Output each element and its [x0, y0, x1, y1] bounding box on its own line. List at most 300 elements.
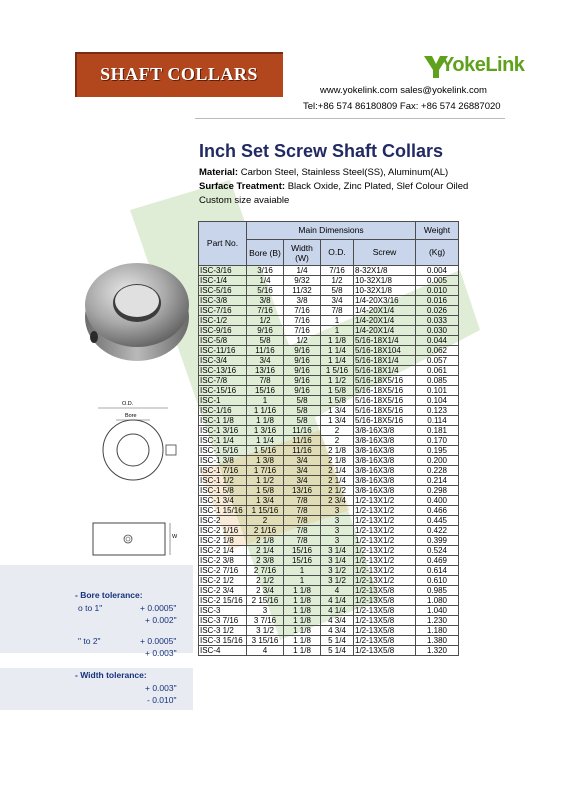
part-no-cell: ISC-1/16	[199, 406, 247, 416]
screw-cell: 10-32X1/8	[354, 276, 416, 286]
width-cell: 9/16	[284, 366, 321, 376]
bore-cell: 1 3/4	[247, 496, 284, 506]
part-no-cell: ISC-2 1/4	[199, 546, 247, 556]
width-cell: 1 1/8	[284, 636, 321, 646]
screw-cell: 1/2-13X1/2	[354, 566, 416, 576]
page-title: Inch Set Screw Shaft Collars	[199, 141, 444, 161]
screw-cell: 5/16-18X1/4	[354, 356, 416, 366]
bore-cell: 13/16	[247, 366, 284, 376]
screw-cell: 1/2-13X5/8	[354, 586, 416, 596]
part-no-cell: ISC-2 7/16	[199, 566, 247, 576]
table-row	[199, 306, 459, 316]
bore-cell: 2 1/4	[247, 546, 284, 556]
bore-cell: 3 1/2	[247, 626, 284, 636]
width-cell: 7/8	[284, 526, 321, 536]
table-row	[199, 316, 459, 326]
od-cell: 1 5/8	[321, 396, 354, 406]
table-row	[199, 416, 459, 426]
width-cell: 7/8	[284, 536, 321, 546]
bore-cell: 3	[247, 606, 284, 616]
screw-cell: 3/8-16X3/8	[354, 486, 416, 496]
od-cell: 7/16	[321, 266, 354, 276]
bore-cell: 1 7/16	[247, 466, 284, 476]
od-cell: 2 1/8	[321, 456, 354, 466]
od-cell: 3 1/2	[321, 576, 354, 586]
part-no-cell: ISC-4	[199, 646, 247, 656]
width-tolerance-title: - Width tolerance:	[75, 670, 147, 680]
weight-cell: 0.181	[416, 426, 459, 436]
part-no-cell: ISC-1 3/4	[199, 496, 247, 506]
part-no-cell: ISC-1 1/2	[199, 476, 247, 486]
od-cell: 2 1/2	[321, 486, 354, 496]
bore-tol-value-1: + 0.0005"	[140, 603, 177, 613]
width-cell: 9/16	[284, 386, 321, 396]
bore-cell: 3/8	[247, 296, 284, 306]
part-no-cell: ISC-13/16	[199, 366, 247, 376]
part-no-cell: ISC-3/4	[199, 356, 247, 366]
bore-cell: 1 1/4	[247, 436, 284, 446]
weight-cell: 0.026	[416, 306, 459, 316]
part-no-cell: ISC-1 1/8	[199, 416, 247, 426]
treatment-label: Surface Treatment:	[199, 181, 286, 192]
treatment-value: Black Oxide, Zinc Plated, Slef Colour Oiled	[285, 181, 469, 192]
bore-tol-value-2: + 0.002"	[145, 615, 177, 625]
part-no-cell: ISC-2 15/16	[199, 596, 247, 606]
part-no-cell: ISC-1 1/4	[199, 436, 247, 446]
screw-cell: 3/8-16X3/8	[354, 476, 416, 486]
screw-cell: 5/16-18X5/16	[354, 416, 416, 426]
bore-cell: 2 1/16	[247, 526, 284, 536]
screw-cell: 5/16-18X5/16	[354, 406, 416, 416]
table-row	[199, 286, 459, 296]
screw-header: Screw	[354, 240, 416, 266]
table-row	[199, 476, 459, 486]
bore-cell: 1 3/16	[247, 426, 284, 436]
bore-tol-value-3: + 0.0005"	[140, 636, 177, 646]
bore-cell: 1/4	[247, 276, 284, 286]
width-cell: 3/4	[284, 466, 321, 476]
od-cell: 3 1/2	[321, 566, 354, 576]
weight-cell: 0.228	[416, 466, 459, 476]
bore-cell: 5/8	[247, 336, 284, 346]
weight-cell: 1.320	[416, 646, 459, 656]
table-row	[199, 596, 459, 606]
width-cell: 5/8	[284, 416, 321, 426]
table-row	[199, 616, 459, 626]
screw-cell: 1/4-20X1/4	[354, 326, 416, 336]
width-cell: 1 1/8	[284, 586, 321, 596]
bore-label: Bore	[125, 413, 137, 419]
part-no-cell: ISC-3 15/16	[199, 636, 247, 646]
screw-cell: 1/2-13X5/8	[354, 596, 416, 606]
part-no-cell: ISC-2	[199, 516, 247, 526]
bore-cell: 3/16	[247, 266, 284, 276]
table-row	[199, 436, 459, 446]
table-row	[199, 486, 459, 496]
screw-cell: 5/16-18X5/16	[354, 376, 416, 386]
part-no-cell: ISC-1	[199, 396, 247, 406]
part-no-cell: ISC-1 3/8	[199, 456, 247, 466]
od-cell: 5/8	[321, 286, 354, 296]
part-no-cell: ISC-2 1/16	[199, 526, 247, 536]
table-row	[199, 406, 459, 416]
table-row	[199, 456, 459, 466]
od-cell: 4 1/4	[321, 596, 354, 606]
width-cell: 5/8	[284, 406, 321, 416]
weight-cell: 0.195	[416, 446, 459, 456]
bore-cell: 2 15/16	[247, 596, 284, 606]
bore-header: Bore (B)	[247, 240, 284, 266]
width-cell: 7/8	[284, 496, 321, 506]
width-cell: 1 1/8	[284, 646, 321, 656]
kg-header: (Kg)	[416, 240, 459, 266]
width-cell: 11/16	[284, 436, 321, 446]
weight-cell: 1.080	[416, 596, 459, 606]
table-row	[199, 336, 459, 346]
screw-cell: 5/16-18X104	[354, 346, 416, 356]
screw-cell: 8-32X1/8	[354, 266, 416, 276]
part-no-cell: ISC-9/16	[199, 326, 247, 336]
width-cell: 9/16	[284, 346, 321, 356]
bore-cell: 7/8	[247, 376, 284, 386]
width-cell: 1	[284, 566, 321, 576]
od-cell: 3	[321, 536, 354, 546]
width-cell: 1 1/8	[284, 626, 321, 636]
screw-cell: 5/16-18X1/4	[354, 366, 416, 376]
weight-cell: 0.610	[416, 576, 459, 586]
material-label: Material:	[199, 167, 239, 178]
bore-cell: 1/2	[247, 316, 284, 326]
screw-cell: 1/2-13X5/8	[354, 646, 416, 656]
contact-web-email: www.yokelink.com sales@yokelink.com	[320, 85, 487, 96]
screw-cell: 3/8-16X3/8	[354, 466, 416, 476]
bore-cell: 1 1/8	[247, 416, 284, 426]
screw-cell: 1/4-20X1/4	[354, 306, 416, 316]
screw-cell: 1/2-13X1/2	[354, 556, 416, 566]
weight-cell: 1.230	[416, 616, 459, 626]
material-value: Carbon Steel, Stainless Steel(SS), Aluminum(AL)	[238, 167, 449, 178]
shaft-collars-banner	[75, 52, 283, 97]
table-row	[199, 516, 459, 526]
bore-cell: 2	[247, 516, 284, 526]
part-no-cell: ISC-2 3/8	[199, 556, 247, 566]
width-cell: 15/16	[284, 556, 321, 566]
weight-cell: 0.614	[416, 566, 459, 576]
part-no-cell: ISC-7/16	[199, 306, 247, 316]
screw-cell: 1/4-20X3/16	[354, 296, 416, 306]
weight-cell: 0.085	[416, 376, 459, 386]
contact-phone-fax: Tel:+86 574 86180809 Fax: +86 574 26887020	[303, 101, 501, 112]
screw-cell: 3/8-16X3/8	[354, 446, 416, 456]
table-row	[199, 526, 459, 536]
width-cell: 9/32	[284, 276, 321, 286]
table-row	[199, 636, 459, 646]
width-cell: 9/16	[284, 376, 321, 386]
table-row	[199, 276, 459, 286]
screw-cell: 1/2-13X1/2	[354, 536, 416, 546]
part-no-cell: ISC-1/2	[199, 316, 247, 326]
table-row	[199, 576, 459, 586]
table-row	[199, 296, 459, 306]
bore-tol-value-4: + 0.003"	[145, 648, 177, 658]
part-no-cell: ISC-1/4	[199, 276, 247, 286]
table-row	[199, 386, 459, 396]
screw-cell: 1/2-13X1/2	[354, 526, 416, 536]
od-cell: 3	[321, 506, 354, 516]
weight-cell: 1.040	[416, 606, 459, 616]
weight-cell: 0.062	[416, 346, 459, 356]
od-cell: 4	[321, 586, 354, 596]
bore-tolerance-title: - Bore tolerance:	[75, 590, 143, 600]
bore-cell: 3/4	[247, 356, 284, 366]
table-row	[199, 506, 459, 516]
spec-table-body	[199, 266, 459, 656]
part-no-cell: ISC-3/8	[199, 296, 247, 306]
od-cell: 1 1/4	[321, 356, 354, 366]
weight-cell: 0.170	[416, 436, 459, 446]
width-cell: 7/8	[284, 516, 321, 526]
table-row	[199, 466, 459, 476]
bore-tol-range-1: o to 1"	[78, 603, 103, 613]
weight-cell: 0.030	[416, 326, 459, 336]
od-cell: 3 1/4	[321, 546, 354, 556]
collar-side-drawing	[88, 520, 183, 560]
width-cell: 7/16	[284, 326, 321, 336]
weight-cell: 0.033	[416, 316, 459, 326]
width-cell: 13/16	[284, 486, 321, 496]
weight-cell: 0.524	[416, 546, 459, 556]
table-row	[199, 346, 459, 356]
weight-cell: 0.061	[416, 366, 459, 376]
screw-cell: 5/16-18X1/4	[354, 336, 416, 346]
weight-cell: 0.422	[416, 526, 459, 536]
od-cell: 2 1/4	[321, 476, 354, 486]
bore-cell: 1 1/2	[247, 476, 284, 486]
od-cell: 1/2	[321, 276, 354, 286]
collar-front-drawing	[88, 398, 188, 483]
width-tol-value-2: - 0.010"	[147, 695, 177, 705]
bore-cell: 11/16	[247, 346, 284, 356]
screw-cell: 1/2-13X1/2	[354, 546, 416, 556]
bore-cell: 1	[247, 396, 284, 406]
table-row	[199, 446, 459, 456]
width-cell: 1/4	[284, 266, 321, 276]
main-dimensions-header: Main Dimensions	[247, 222, 416, 240]
width-cell: 1 1/8	[284, 596, 321, 606]
width-cell: 15/16	[284, 546, 321, 556]
od-cell: 3	[321, 526, 354, 536]
od-label: O.D.	[122, 401, 134, 407]
screw-cell: 1/2-13X5/8	[354, 606, 416, 616]
weight-cell: 0.104	[416, 396, 459, 406]
part-no-cell: ISC-11/16	[199, 346, 247, 356]
treatment-line	[199, 181, 468, 192]
weight-cell: 0.399	[416, 536, 459, 546]
weight-cell: 1.180	[416, 626, 459, 636]
table-row	[199, 626, 459, 636]
part-no-cell: ISC-1 5/16	[199, 446, 247, 456]
bore-cell: 5/16	[247, 286, 284, 296]
bore-cell: 1 5/16	[247, 446, 284, 456]
part-no-cell: ISC-3 1/2	[199, 626, 247, 636]
weight-cell: 0.005	[416, 276, 459, 286]
od-cell: 2 1/4	[321, 466, 354, 476]
screw-cell: 3/8-16X3/8	[354, 426, 416, 436]
part-no-cell: ISC-5/8	[199, 336, 247, 346]
weight-cell: 0.200	[416, 456, 459, 466]
width-cell: 3/4	[284, 456, 321, 466]
table-row	[199, 356, 459, 366]
width-cell: 7/16	[284, 316, 321, 326]
screw-cell: 1/2-13X1/2	[354, 496, 416, 506]
weight-cell: 0.114	[416, 416, 459, 426]
weight-cell: 0.445	[416, 516, 459, 526]
screw-cell: 1/2-13X1/2	[354, 506, 416, 516]
table-row	[199, 606, 459, 616]
part-no-cell: ISC-1 5/8	[199, 486, 247, 496]
weight-cell: 1.380	[416, 636, 459, 646]
od-cell: 2 3/4	[321, 496, 354, 506]
width-header: Width (W)	[284, 240, 321, 266]
part-no-cell: ISC-7/8	[199, 376, 247, 386]
weight-cell: 0.469	[416, 556, 459, 566]
od-cell: 5 1/4	[321, 646, 354, 656]
od-cell: 4 3/4	[321, 626, 354, 636]
screw-cell: 1/2-13X5/8	[354, 616, 416, 626]
custom-size-note: Custom size avaiable	[199, 195, 290, 206]
part-no-cell: ISC-3	[199, 606, 247, 616]
width-cell: 1	[284, 576, 321, 586]
bore-cell: 9/16	[247, 326, 284, 336]
bore-cell: 15/16	[247, 386, 284, 396]
part-no-header: Part No.	[199, 222, 247, 266]
table-row	[199, 266, 459, 276]
od-cell: 1	[321, 316, 354, 326]
screw-cell: 3/8-16X3/8	[354, 436, 416, 446]
od-cell: 1 1/2	[321, 376, 354, 386]
screw-cell: 10-32X1/8	[354, 286, 416, 296]
od-cell: 3/4	[321, 296, 354, 306]
bore-cell: 3 7/16	[247, 616, 284, 626]
part-no-cell: ISC-3/16	[199, 266, 247, 276]
weight-cell: 0.101	[416, 386, 459, 396]
w-label: W	[172, 534, 178, 540]
weight-header: Weight	[416, 222, 459, 240]
bore-cell: 2 1/8	[247, 536, 284, 546]
logo-text: YokeLink	[441, 54, 525, 76]
weight-cell: 0.466	[416, 506, 459, 516]
width-cell: 1 1/8	[284, 606, 321, 616]
width-tol-value-1: + 0.003"	[145, 683, 177, 693]
od-header: O.D.	[321, 240, 354, 266]
material-line	[199, 167, 448, 178]
screw-cell: 1/4-20X1/4	[354, 316, 416, 326]
od-cell: 3	[321, 516, 354, 526]
od-cell: 3 1/4	[321, 556, 354, 566]
table-row	[199, 566, 459, 576]
weight-cell: 0.298	[416, 486, 459, 496]
part-no-cell: ISC-2 3/4	[199, 586, 247, 596]
banner-title: SHAFT COLLARS	[100, 64, 258, 84]
part-no-cell: ISC-15/16	[199, 386, 247, 396]
od-cell: 4 3/4	[321, 616, 354, 626]
weight-cell: 0.016	[416, 296, 459, 306]
part-no-cell: ISC-2 1/8	[199, 536, 247, 546]
bore-cell: 1 5/8	[247, 486, 284, 496]
width-cell: 7/16	[284, 306, 321, 316]
table-row	[199, 376, 459, 386]
weight-cell: 0.400	[416, 496, 459, 506]
bore-cell: 1 1/16	[247, 406, 284, 416]
part-no-cell: ISC-1 7/16	[199, 466, 247, 476]
screw-cell: 1/2-13X5/8	[354, 636, 416, 646]
od-cell: 1 5/8	[321, 386, 354, 396]
header-divider	[195, 118, 505, 119]
table-row	[199, 366, 459, 376]
bore-cell: 2 1/2	[247, 576, 284, 586]
bore-cell: 3 15/16	[247, 636, 284, 646]
bore-cell: 7/16	[247, 306, 284, 316]
screw-cell: 5/16-18X5/16	[354, 386, 416, 396]
weight-cell: 0.985	[416, 586, 459, 596]
od-cell: 1	[321, 326, 354, 336]
od-cell: 1 3/4	[321, 416, 354, 426]
od-cell: 2	[321, 436, 354, 446]
part-no-cell: ISC-1 3/16	[199, 426, 247, 436]
table-row	[199, 496, 459, 506]
bore-cell: 2 7/16	[247, 566, 284, 576]
bore-cell: 1 15/16	[247, 506, 284, 516]
bore-cell: 4	[247, 646, 284, 656]
od-cell: 4 1/4	[321, 606, 354, 616]
width-cell: 3/4	[284, 476, 321, 486]
bore-cell: 2 3/4	[247, 586, 284, 596]
table-row	[199, 646, 459, 656]
weight-cell: 0.044	[416, 336, 459, 346]
table-row	[199, 426, 459, 436]
width-cell: 5/8	[284, 396, 321, 406]
table-row	[199, 396, 459, 406]
table-row	[199, 536, 459, 546]
width-cell: 11/16	[284, 446, 321, 456]
od-cell: 7/8	[321, 306, 354, 316]
part-no-cell: ISC-2 1/2	[199, 576, 247, 586]
part-no-cell: ISC-5/16	[199, 286, 247, 296]
od-cell: 1 1/8	[321, 336, 354, 346]
od-cell: 2	[321, 426, 354, 436]
width-cell: 1 1/8	[284, 616, 321, 626]
width-cell: 9/16	[284, 356, 321, 366]
table-row	[199, 586, 459, 596]
weight-cell: 0.214	[416, 476, 459, 486]
od-cell: 1 5/16	[321, 366, 354, 376]
width-cell: 3/8	[284, 296, 321, 306]
part-no-cell: ISC-3 7/16	[199, 616, 247, 626]
width-cell: 11/16	[284, 426, 321, 436]
table-row	[199, 546, 459, 556]
weight-cell: 0.123	[416, 406, 459, 416]
weight-cell: 0.010	[416, 286, 459, 296]
shaft-collar-spec-table	[198, 221, 459, 656]
part-no-cell: ISC-1 15/16	[199, 506, 247, 516]
screw-cell: 1/2-13X1/2	[354, 576, 416, 586]
bore-cell: 2 3/8	[247, 556, 284, 566]
od-cell: 2 1/8	[321, 446, 354, 456]
od-cell: 1 3/4	[321, 406, 354, 416]
width-cell: 1/2	[284, 336, 321, 346]
od-cell: 5 1/4	[321, 636, 354, 646]
screw-cell: 1/2-13X1/2	[354, 516, 416, 526]
